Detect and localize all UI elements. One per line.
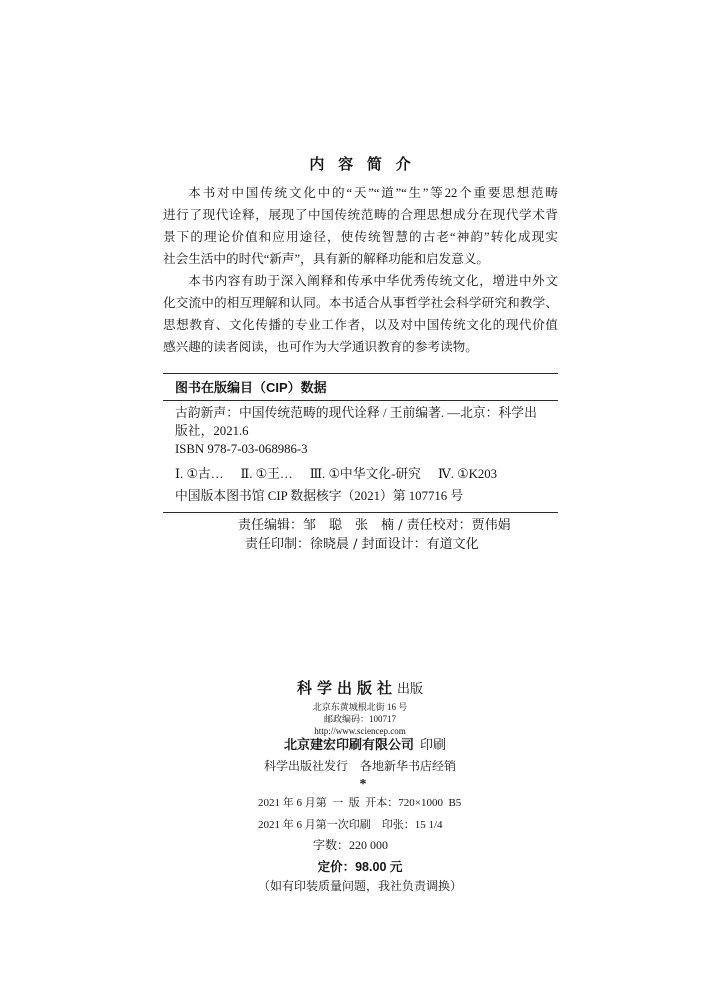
summary-line: 本书对中国传统文化中的“天”“道”“生”等22个重要思想范畴 xyxy=(188,186,558,200)
summary-line: 化交流中的相互理解和认同。本书适合从事哲学社会科学研究和教学、 xyxy=(163,296,558,310)
summary-line: 社会生活中的时代“新声”，具有新的解释功能和启发意义。 xyxy=(163,252,490,266)
classification-item: Ⅲ. ①中华文化-研究 xyxy=(309,467,421,481)
summary-line: 景下的理论价值和应用途径，使传统智慧的古老“神韵”转化成现实 xyxy=(163,230,558,244)
cip-top-rule xyxy=(163,373,558,374)
cip-record-line: 版社，2021.6 xyxy=(175,424,249,438)
publisher-website: http://www.sciencep.com xyxy=(314,726,406,736)
classification-item: Ⅱ. ①王… xyxy=(240,467,293,481)
cip-classification xyxy=(175,465,497,483)
printer-line xyxy=(0,737,720,754)
editor-credits: 责任编辑：邹 聪 张 楠 / 责任校对：贾伟娟 xyxy=(238,518,511,533)
production-credits: 责任印制：徐晓晨 / 封面设计：有道文化 xyxy=(245,537,479,552)
summary-line: 本书内容有助于深入阐释和传承中华优秀传统文化，增进中外文 xyxy=(188,274,558,288)
publisher-logo: 科学出版社 xyxy=(296,679,397,697)
word-count: 字数：220 000 xyxy=(313,838,389,852)
publisher-address: 北京东黄城根北街 16 号 xyxy=(312,702,408,712)
classification-item: Ⅳ. ①K203 xyxy=(437,467,498,481)
summary-line: 思想教育、文化传播的专业工作者，以及对中国传统文化的现代价值 xyxy=(163,318,558,332)
printer-name: 北京建宏印刷有限公司 xyxy=(283,738,414,753)
quality-notice: （如有印装质量问题，我社负责调换） xyxy=(257,879,462,893)
price: 定价：98.00 元 xyxy=(317,860,403,874)
printer-role: 印刷 xyxy=(420,737,447,752)
summary-title: 内 容 简 介 xyxy=(309,157,416,173)
edition-line: 2021 年 6 月第 一 版 开本：720×1000 B5 xyxy=(258,797,462,809)
summary-section xyxy=(163,182,558,358)
summary-line: 感兴趣的读者阅读，也可作为大学通识教育的参考读物。 xyxy=(163,340,478,354)
cip-record-line: 古韵新声：中国传统范畴的现代诠释 / 王前编著. —北京：科学出 xyxy=(175,406,537,420)
publisher-line xyxy=(0,679,720,698)
summary-paragraph-2 xyxy=(163,270,558,358)
publisher-postcode: 邮政编码：100717 xyxy=(323,714,396,724)
summary-line: 进行了现代诠释，展现了中国传统范畴的合理思想成分在现代学术背 xyxy=(163,208,558,222)
cip-data-number: 中国版本图书馆 CIP 数据核字（2021）第 107716 号 xyxy=(175,489,464,503)
publisher-role: 出版 xyxy=(397,681,424,696)
summary-paragraph-1 xyxy=(163,182,558,270)
separator-asterisk: * xyxy=(359,777,367,792)
cip-bottom-rule xyxy=(163,512,558,513)
cip-isbn: ISBN 978-7-03-068986-3 xyxy=(175,442,308,456)
classification-item: Ⅰ. ①古… xyxy=(175,467,224,481)
distribution-line: 科学出版社发行 各地新华书店经销 xyxy=(263,759,456,773)
cip-heading-rule xyxy=(163,400,558,401)
printing-line: 2021 年 6 月第一次印刷 印张：15 1/4 xyxy=(258,819,443,831)
cip-heading: 图书在版编目（CIP）数据 xyxy=(175,380,327,395)
